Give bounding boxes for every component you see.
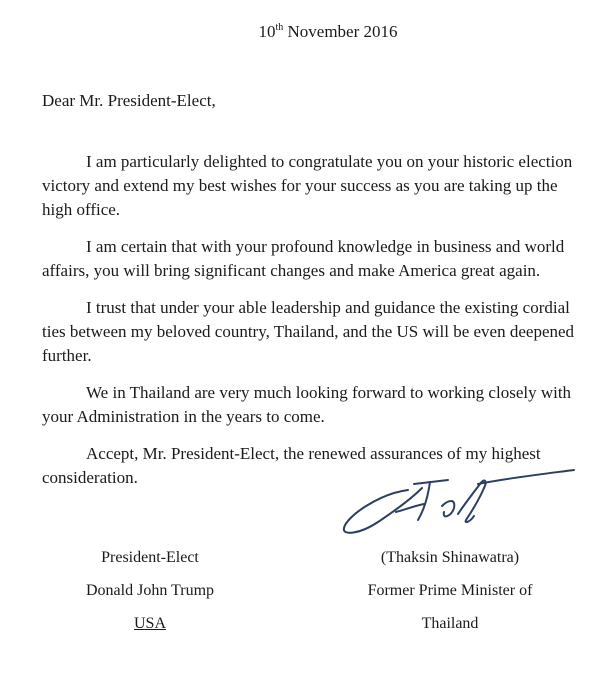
letter-body — [42, 150, 582, 503]
date-day: 10 — [258, 22, 276, 41]
date-month-year: November 2016 — [283, 22, 398, 41]
recipient-name: Donald John Trump — [85, 582, 215, 599]
sender-title-line2: Thailand — [421, 615, 479, 632]
paragraph-cooperation: We in Thailand are very much looking forward to working closely with your Administration in the years to come. — [42, 383, 572, 426]
sender-block — [340, 541, 560, 640]
letter-date — [0, 22, 608, 42]
salutation: Dear Mr. President-Elect, — [42, 91, 216, 110]
recipient-block — [60, 541, 240, 640]
recipient-title: President-Elect — [101, 549, 199, 566]
handwritten-signature-icon — [338, 462, 578, 542]
sender-name: (Thaksin Shinawatra) — [380, 549, 520, 566]
paragraph-relations: I trust that under your able leadership and guidance the existing cordial ties between my beloved country, Thailand, and the US will be even deepened further. — [42, 298, 575, 365]
paragraph-closing: Accept, Mr. President-Elect, the renewed assurances of my highest consideration. — [42, 444, 541, 487]
date-suffix: th — [275, 22, 284, 33]
paragraph-congratulations: I am particularly delighted to congratulate you on your historic election victory and extend my best wishes for your success as you are taking up the high office. — [42, 152, 573, 219]
recipient-country: USA — [133, 615, 166, 632]
sender-title-line1: Former Prime Minister of — [367, 582, 533, 599]
paragraph-knowledge: I am certain that with your profound knowledge in business and world affairs, you will bring significant changes and make America great again. — [42, 237, 565, 280]
